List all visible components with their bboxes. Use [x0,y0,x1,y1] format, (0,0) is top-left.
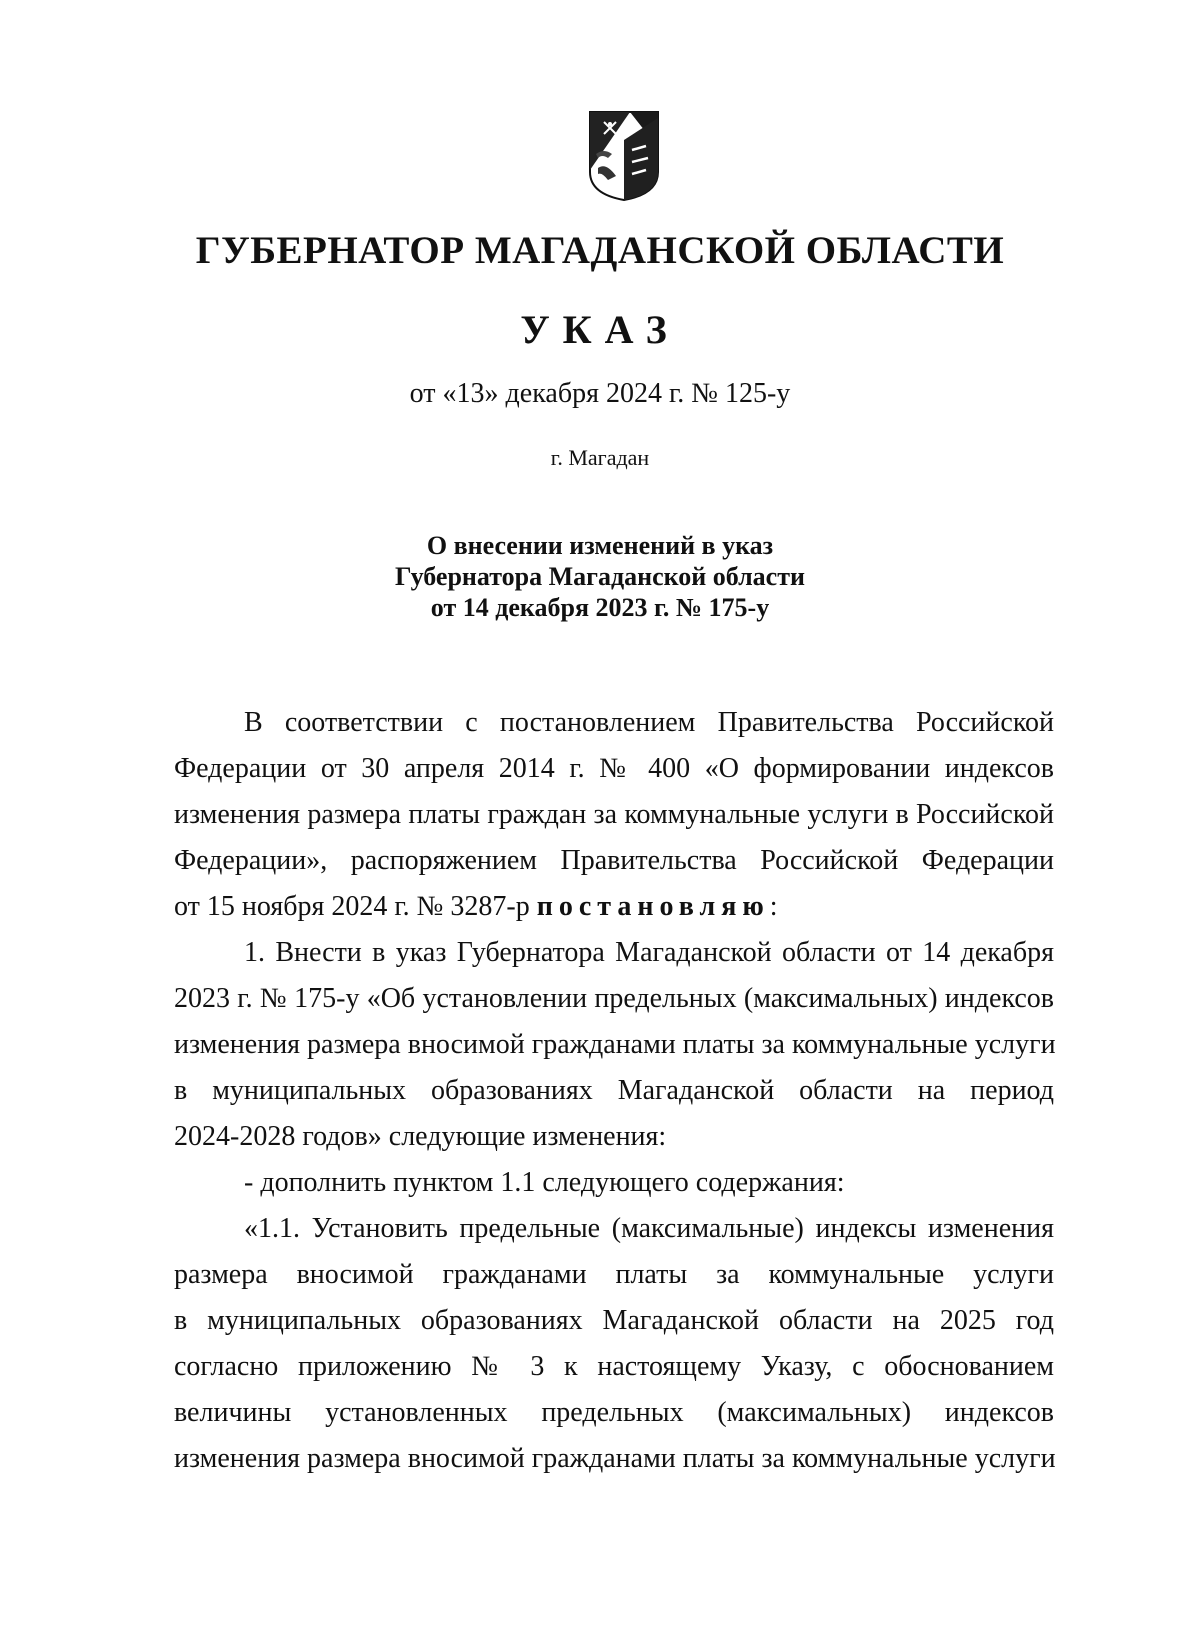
paragraph-line: 2024-2028 годов» следующие изменения: [174,1121,667,1152]
paragraph-line: «1.1. Установить предельные (максимальные) индексы изменения [244,1213,1054,1244]
paragraph-line: 2023 г. № 175-у «Об установлении предельных (максимальных) индексов [174,983,1054,1014]
paragraph-line: Федерации от 30 апреля 2014 г. № 400 «О формировании индексов [174,753,1054,784]
heading-line-1: О внесении изменений в указ [426,531,774,560]
preamble-colon: : [769,891,778,922]
paragraph-line: изменения размера платы граждан за коммунальные услуги в Российской [174,799,1054,830]
paragraph-line [174,884,1054,930]
preamble-tail: от 15 ноября 2024 г. № 3287-р [174,891,537,922]
document-heading [0,530,1200,623]
paragraph-line: величины установленных предельных (максимальных) индексов [174,1397,1054,1428]
paragraph-line: размера вносимой гражданами платы за коммунальные услуги [174,1259,1054,1290]
paragraph-line: в муниципальных образованиях Магаданской области на период [174,1075,1054,1106]
paragraph-line: В соответствии с постановлением Правительства Российской [244,707,1054,738]
paragraph-item-1 [174,930,1054,1160]
document-body [174,700,1054,1482]
paragraph-line: в муниципальных образованиях Магаданской области на 2025 год [174,1305,1054,1336]
heading-line-2: Губернатора Магаданской области [395,562,805,591]
heading-line-3: от 14 декабря 2023 г. № 175-у [430,593,770,622]
document-city: г. Магадан [550,445,650,470]
magadan-coat-of-arms-icon [586,110,662,202]
paragraph-line: 1. Внести в указ Губернатора Магаданской области от 14 декабря [244,937,1054,968]
paragraph-preamble [174,700,1054,930]
issuer-title: ГУБЕРНАТОР МАГАДАНСКОЙ ОБЛАСТИ [195,229,1005,272]
decree-keyword: постановляю [536,891,770,922]
paragraph-line: изменения размера вносимой гражданами платы за коммунальные услуги [174,1029,1056,1060]
paragraph-line: Федерации», распоряжением Правительства Российской Федерации [174,845,1054,876]
paragraph-amendment-intro [174,1160,1054,1206]
document-date-number: от «13» декабря 2024 г. № 125-у [409,378,791,409]
paragraph-line: согласно приложению № 3 к настоящему Указу, с обоснованием [174,1351,1054,1382]
paragraph-line: изменения размера вносимой гражданами платы за коммунальные услуги [174,1443,1056,1474]
paragraph-line: - дополнить пунктом 1.1 следующего содержания: [244,1167,845,1198]
document-type: УКАЗ [520,307,680,352]
paragraph-item-1-1 [174,1206,1054,1482]
